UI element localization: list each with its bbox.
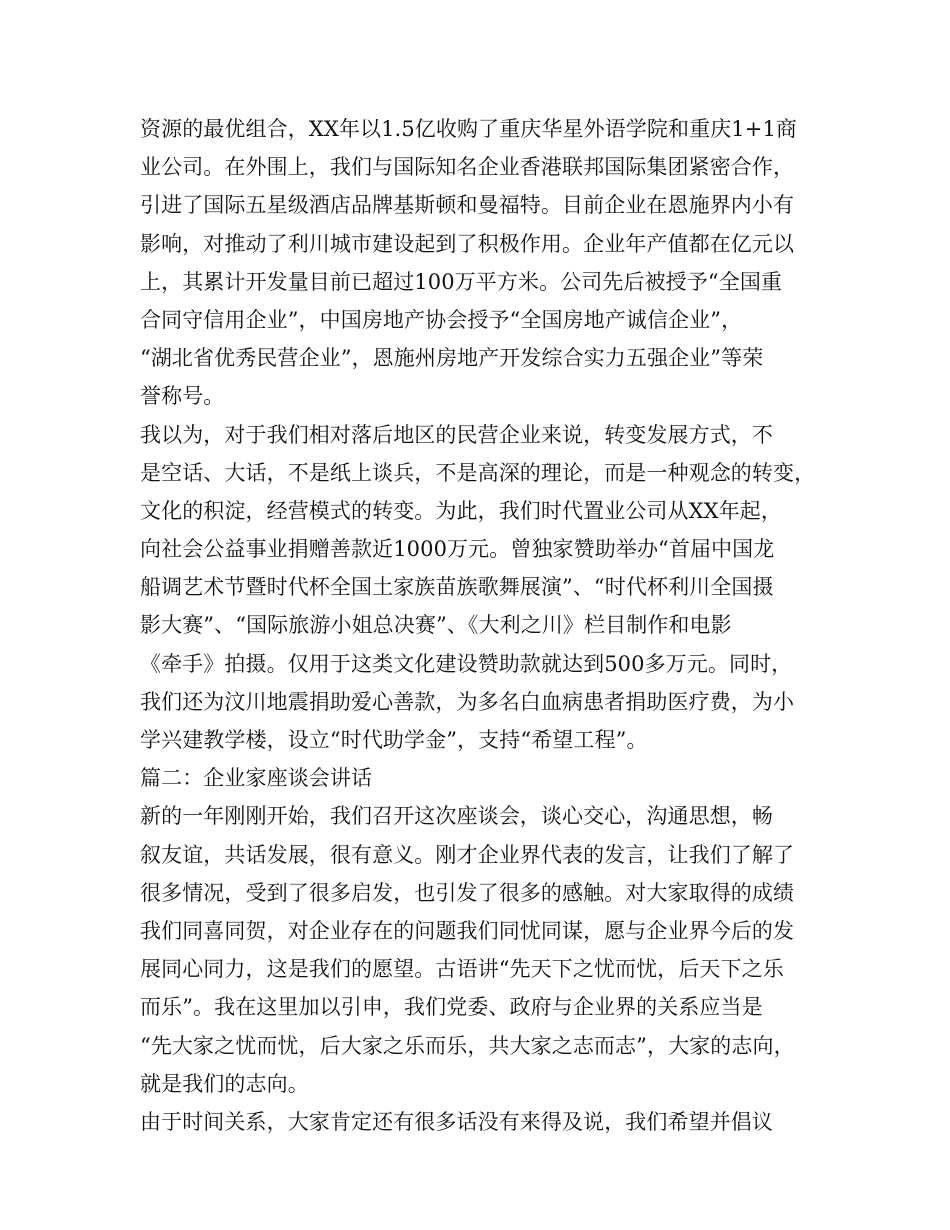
text-line: 展同心同力，这是我们的愿望。古语讲“先天下之忧而忧，后天下之乐: [140, 957, 784, 982]
text-line: 而乐”。我在这里加以引申，我们党委、政府与企业界的关系应当是: [140, 995, 763, 1020]
text-line: 誉称号。: [140, 384, 225, 409]
text-line: 上，其累计开发量目前已超过100万平方米。公司先后被授予“全国重: [140, 269, 783, 294]
text-line: 新的一年刚刚开始，我们召开这次座谈会，谈心交心，沟通思想，畅: [140, 804, 773, 829]
text-line: 由于时间关系，大家肯定还有很多话没有来得及说，我们希望并倡议: [140, 1109, 773, 1134]
text-line: 影大赛”、“国际旅游小姐总决赛”、《大利之川》栏目制作和电影: [140, 613, 732, 638]
text-line: 我们还为汶川地震捐助爱心善款，为多名白血病患者捐助医疗费，为小: [140, 689, 795, 714]
text-line: 资源的最优组合，XX年以1.5亿收购了重庆华星外语学院和重庆1+1商: [140, 117, 798, 141]
text-line: 叙友谊，共话发展，很有意义。刚才企业界代表的发言，让我们了解了: [140, 842, 795, 867]
section-heading: 篇二：企业家座谈会讲话: [140, 766, 373, 791]
text-line: 就是我们的志向。: [140, 1071, 309, 1096]
text-line: 我们同喜同贺，对企业存在的问题我们同忧同谋，愿与企业界今后的发: [140, 918, 795, 943]
text-line: 是空话、大话，不是纸上谈兵，不是高深的理论，而是一种观念的转变，: [140, 460, 816, 485]
text-line: 影响，对推动了利川城市建设起到了积极作用。企业年产值都在亿元以: [140, 231, 795, 256]
text-line: 引进了国际五星级酒店品牌基斯顿和曼福特。目前企业在恩施界内小有: [140, 193, 795, 218]
text-line: “湖北省优秀民营企业”，恩施州房地产开发综合实力五强企业”等荣: [140, 346, 764, 371]
text-line: 很多情况，受到了很多启发，也引发了很多的感触。对大家取得的成绩: [140, 880, 795, 905]
text-line: 船调艺术节暨时代杯全国土家族苗族歌舞展演”、“时代杯利川全国摄: [140, 575, 774, 600]
text-line: “先大家之忧而忧，后大家之乐而乐，共大家之志而志”，大家的志向，: [140, 1033, 795, 1058]
text-line: 学兴建教学楼，设立“时代助学金”，支持“希望工程”。: [140, 728, 648, 752]
text-line: 我以为，对于我们相对落后地区的民营企业来说，转变发展方式，不: [140, 422, 773, 447]
text-line: 业公司。在外围上，我们与国际知名企业香港联邦国际集团紧密合作，: [140, 155, 795, 180]
text-line: 《牵手》拍摄。仅用于这类文化建设赞助款就达到500多万元。同时，: [140, 651, 793, 676]
text-line: 向社会公益事业捐赠善款近1000万元。曾独家赞助举办“首届中国龙: [140, 537, 775, 562]
text-line: 合同守信用企业”，中国房地产协会授予“全国房地产诚信企业”，: [140, 307, 743, 332]
text-line: 文化的积淀，经营模式的转变。为此，我们时代置业公司从XX年起，: [140, 498, 782, 523]
document-body: [140, 110, 830, 1141]
